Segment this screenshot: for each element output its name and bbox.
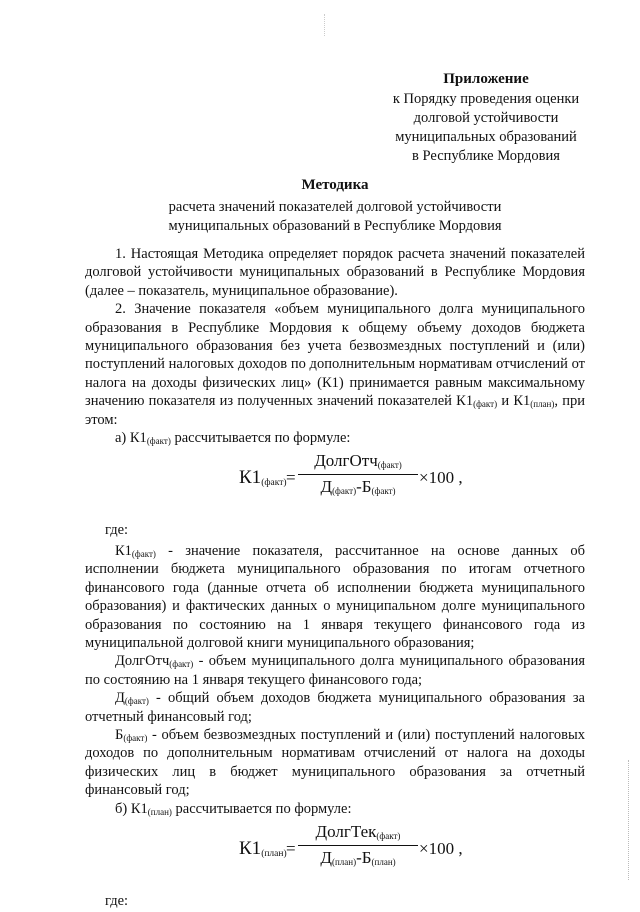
method-title: Методика — [301, 177, 369, 193]
document-body — [85, 245, 585, 912]
where-label: где: — [105, 522, 129, 539]
formula-b — [85, 820, 585, 880]
appendix-title: Приложение — [443, 71, 529, 87]
formula-multiplier: ×100 , — [419, 838, 463, 858]
scan-edge-artifact — [628, 760, 631, 880]
formula-denominator: $Д_{(план)}-Б_{(план)}$ — [320, 847, 396, 867]
appendix-line: в Республике Мордовия — [412, 148, 560, 164]
formula-multiplier: ×100 , — [419, 468, 463, 488]
paragraph-2-text: 2. Значение показателя «объем муниципального долга муниципального образования в Республике Мордовия к общему объему доходов бюджета муниципального образования без учета безвозмездных поступлений и (или) поступлений налоговых доходов по дополнительным нормативам отчислений от налога на доходы физических лиц» (К1) принимается равным максимальному значению показателя из полученных значений показателей — [85, 301, 585, 410]
where-label: где: — [105, 892, 129, 909]
method-heading — [85, 176, 585, 236]
appendix-block — [376, 70, 596, 166]
appendix-line: к Порядку проведения оценки — [392, 91, 580, 107]
scan-artifact — [324, 14, 326, 36]
formula-equals: = — [286, 468, 296, 488]
formula-lhs: $К1_{(план)}$ — [239, 837, 287, 859]
item-b: б) $К1_{(план)}$ рассчитывается по формуле: — [115, 800, 352, 817]
appendix-line: долговой устойчивости — [413, 110, 559, 126]
fraction-bar — [298, 474, 418, 475]
definition-d: $Д_{(факт)}$ - общий объем доходов бюджета муниципального образования за отчетный финансовый год; — [85, 690, 585, 725]
appendix-line: муниципальных образований — [395, 129, 577, 145]
item-a: а) $К1_{(факт)}$ рассчитывается по формуле: — [115, 430, 351, 447]
formula-numerator: ДолгТек$_{(факт)}$ — [315, 821, 401, 841]
definition-b: $Б_{(факт)}$ - объем безвозмездных поступлений и (или) поступлений налоговых доходов по дополнительным нормативам отчислений от налога на доходы физических лиц в бюджет муниципального образования за отчетный финансовый год; — [85, 726, 585, 799]
paragraph-1: 1. Настоящая Методика определяет порядок расчета значений показателей долговой устойчивости муниципальных образований в Республике Мордовия (далее – показатель, муниципальное образование). — [85, 246, 585, 299]
formula-a — [85, 449, 585, 509]
definition-dolgotch: ДолгОтч$_{(факт)}$ - объем муниципального долга муниципального образования по состоянию на 1 января текущего финансового года; — [85, 653, 585, 688]
fraction-bar — [298, 845, 418, 846]
definition-k1-fact: $К1_{(факт)}$ - значение показателя, рассчитанное на основе данных об исполнении бюджета муниципального образования по итогам отчетного финансового года (данные отчета об исполнении бюджета муниципального образования) и фактических данных о муниципальном долге муниципального образования по состоянию на 1 января текущего финансового года из муниципальной долговой книги муниципального образования; — [85, 542, 585, 651]
paragraph-2: 2. Значение показателя «объем муниципального долга муниципального образования в Республике Мордовия к общему объему доходов бюджета муниципального образования без учета безвозмездных поступлений и (или) поступлений налоговых доходов по дополнительным нормативам отчислений от налога на доходы физических лиц» (К1) принимается равным максимальному значению показателя из полученных значений показателей $К1_{(факт)}$ и $К1_{(план)}$, при этом: — [85, 301, 585, 428]
formula-fraction — [298, 822, 418, 868]
method-subtitle-line: муниципальных образований в Республике Мордовия — [168, 218, 502, 234]
method-subtitle-line: расчета значений показателей долговой устойчивости — [168, 199, 502, 215]
formula-lhs: $К1_{(факт)}$ — [239, 467, 287, 489]
formula-numerator: ДолгОтч$_{(факт)}$ — [314, 451, 402, 471]
formula-equals: = — [286, 838, 296, 858]
formula-denominator: $Д_{(факт)}-Б_{(факт)}$ — [320, 477, 396, 497]
formula-fraction — [298, 451, 418, 497]
